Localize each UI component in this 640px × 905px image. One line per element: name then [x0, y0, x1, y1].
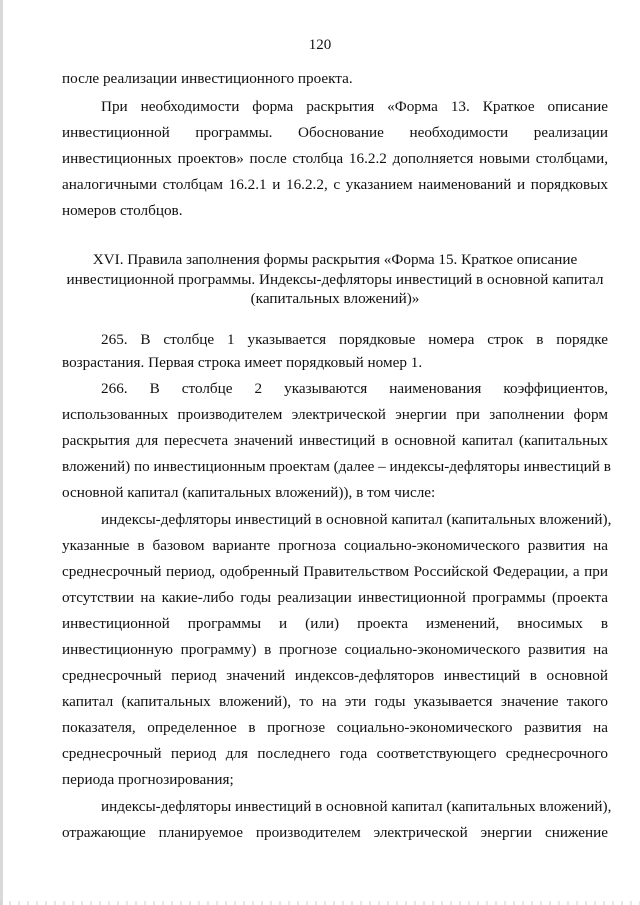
list-item-line: указанные в базовом варианте прогноза социально-экономического развития на [62, 537, 608, 554]
list-item-line: среднесрочный период для последнего года соответствующего среднесрочного [62, 745, 608, 762]
list-item-line: инвестиционную программу) в прогнозе социально-экономического развития на [62, 641, 608, 658]
paragraph-265-line: 265. В столбце 1 указывается порядковые номера строк в порядке [101, 331, 608, 348]
list-item-line: отсутствии на какие-либо годы реализации инвестиционной программы (проекта [62, 589, 608, 606]
paragraph-265-line: возрастания. Первая строка имеет порядковый номер 1. [62, 354, 423, 371]
list-item-line: инвестиционной программы и (или) проекта изменений, вносимых в [62, 615, 608, 632]
page-number: 120 [308, 37, 332, 53]
list-item-line: среднесрочный период, одобренный Правительством Российской Федерации, а при [62, 563, 608, 580]
section-heading-line: XVI. Правила заполнения формы раскрытия «Форма 15. Краткое описание [92, 251, 578, 268]
text-line: инвестиционной программы. Обоснование необходимости реализации [62, 124, 608, 141]
paragraph-266-line: 266. В столбце 2 указываются наименования коэффициентов, [101, 380, 608, 397]
text-line: номеров столбцов. [62, 202, 183, 219]
list-item-line: отражающие планируемое производителем электрической энергии снижение [62, 824, 608, 841]
scan-edge [0, 0, 3, 905]
list-item-line: среднесрочный период значений индексов-дефляторов инвестиций в основной [62, 667, 608, 684]
paragraph-266-line: использованных производителем электрической энергии при заполнении форм [62, 406, 608, 423]
scan-artifact [0, 901, 640, 905]
paragraph-266-line: вложений) по инвестиционным проектам (далее – индексы-дефляторы инвестиций в [62, 458, 611, 475]
list-item-line: периода прогнозирования; [62, 771, 234, 788]
section-heading-line: инвестиционной программы. Индексы-дефляторы инвестиций в основной капитал [66, 271, 604, 288]
text-line: аналогичными столбцам 16.2.1 и 16.2.2, с указанием наименований и порядковых [62, 176, 608, 193]
list-item-line: показателя, определенное в прогнозе социально-экономического развития на [62, 719, 608, 736]
paragraph-266-line: основной капитал (капитальных вложений)), в том числе: [62, 484, 436, 501]
list-item-line: индексы-дефляторы инвестиций в основной капитал (капитальных вложений), [101, 511, 612, 528]
list-item-line: капитал (капитальных вложений), то на эти годы указывается значение такого [62, 693, 608, 710]
text-line: При необходимости форма раскрытия «Форма 13. Краткое описание [101, 98, 608, 115]
section-heading-line: (капитальных вложений)» [250, 290, 420, 307]
list-item-line: индексы-дефляторы инвестиций в основной капитал (капитальных вложений), [101, 798, 612, 815]
text-line: инвестиционных проектов» после столбца 16.2.2 дополняется новыми столбцами, [62, 150, 608, 167]
paragraph-266-line: раскрытия для пересчета значений инвестиций в основной капитал (капитальных [62, 432, 608, 449]
text-line: после реализации инвестиционного проекта. [62, 70, 353, 87]
